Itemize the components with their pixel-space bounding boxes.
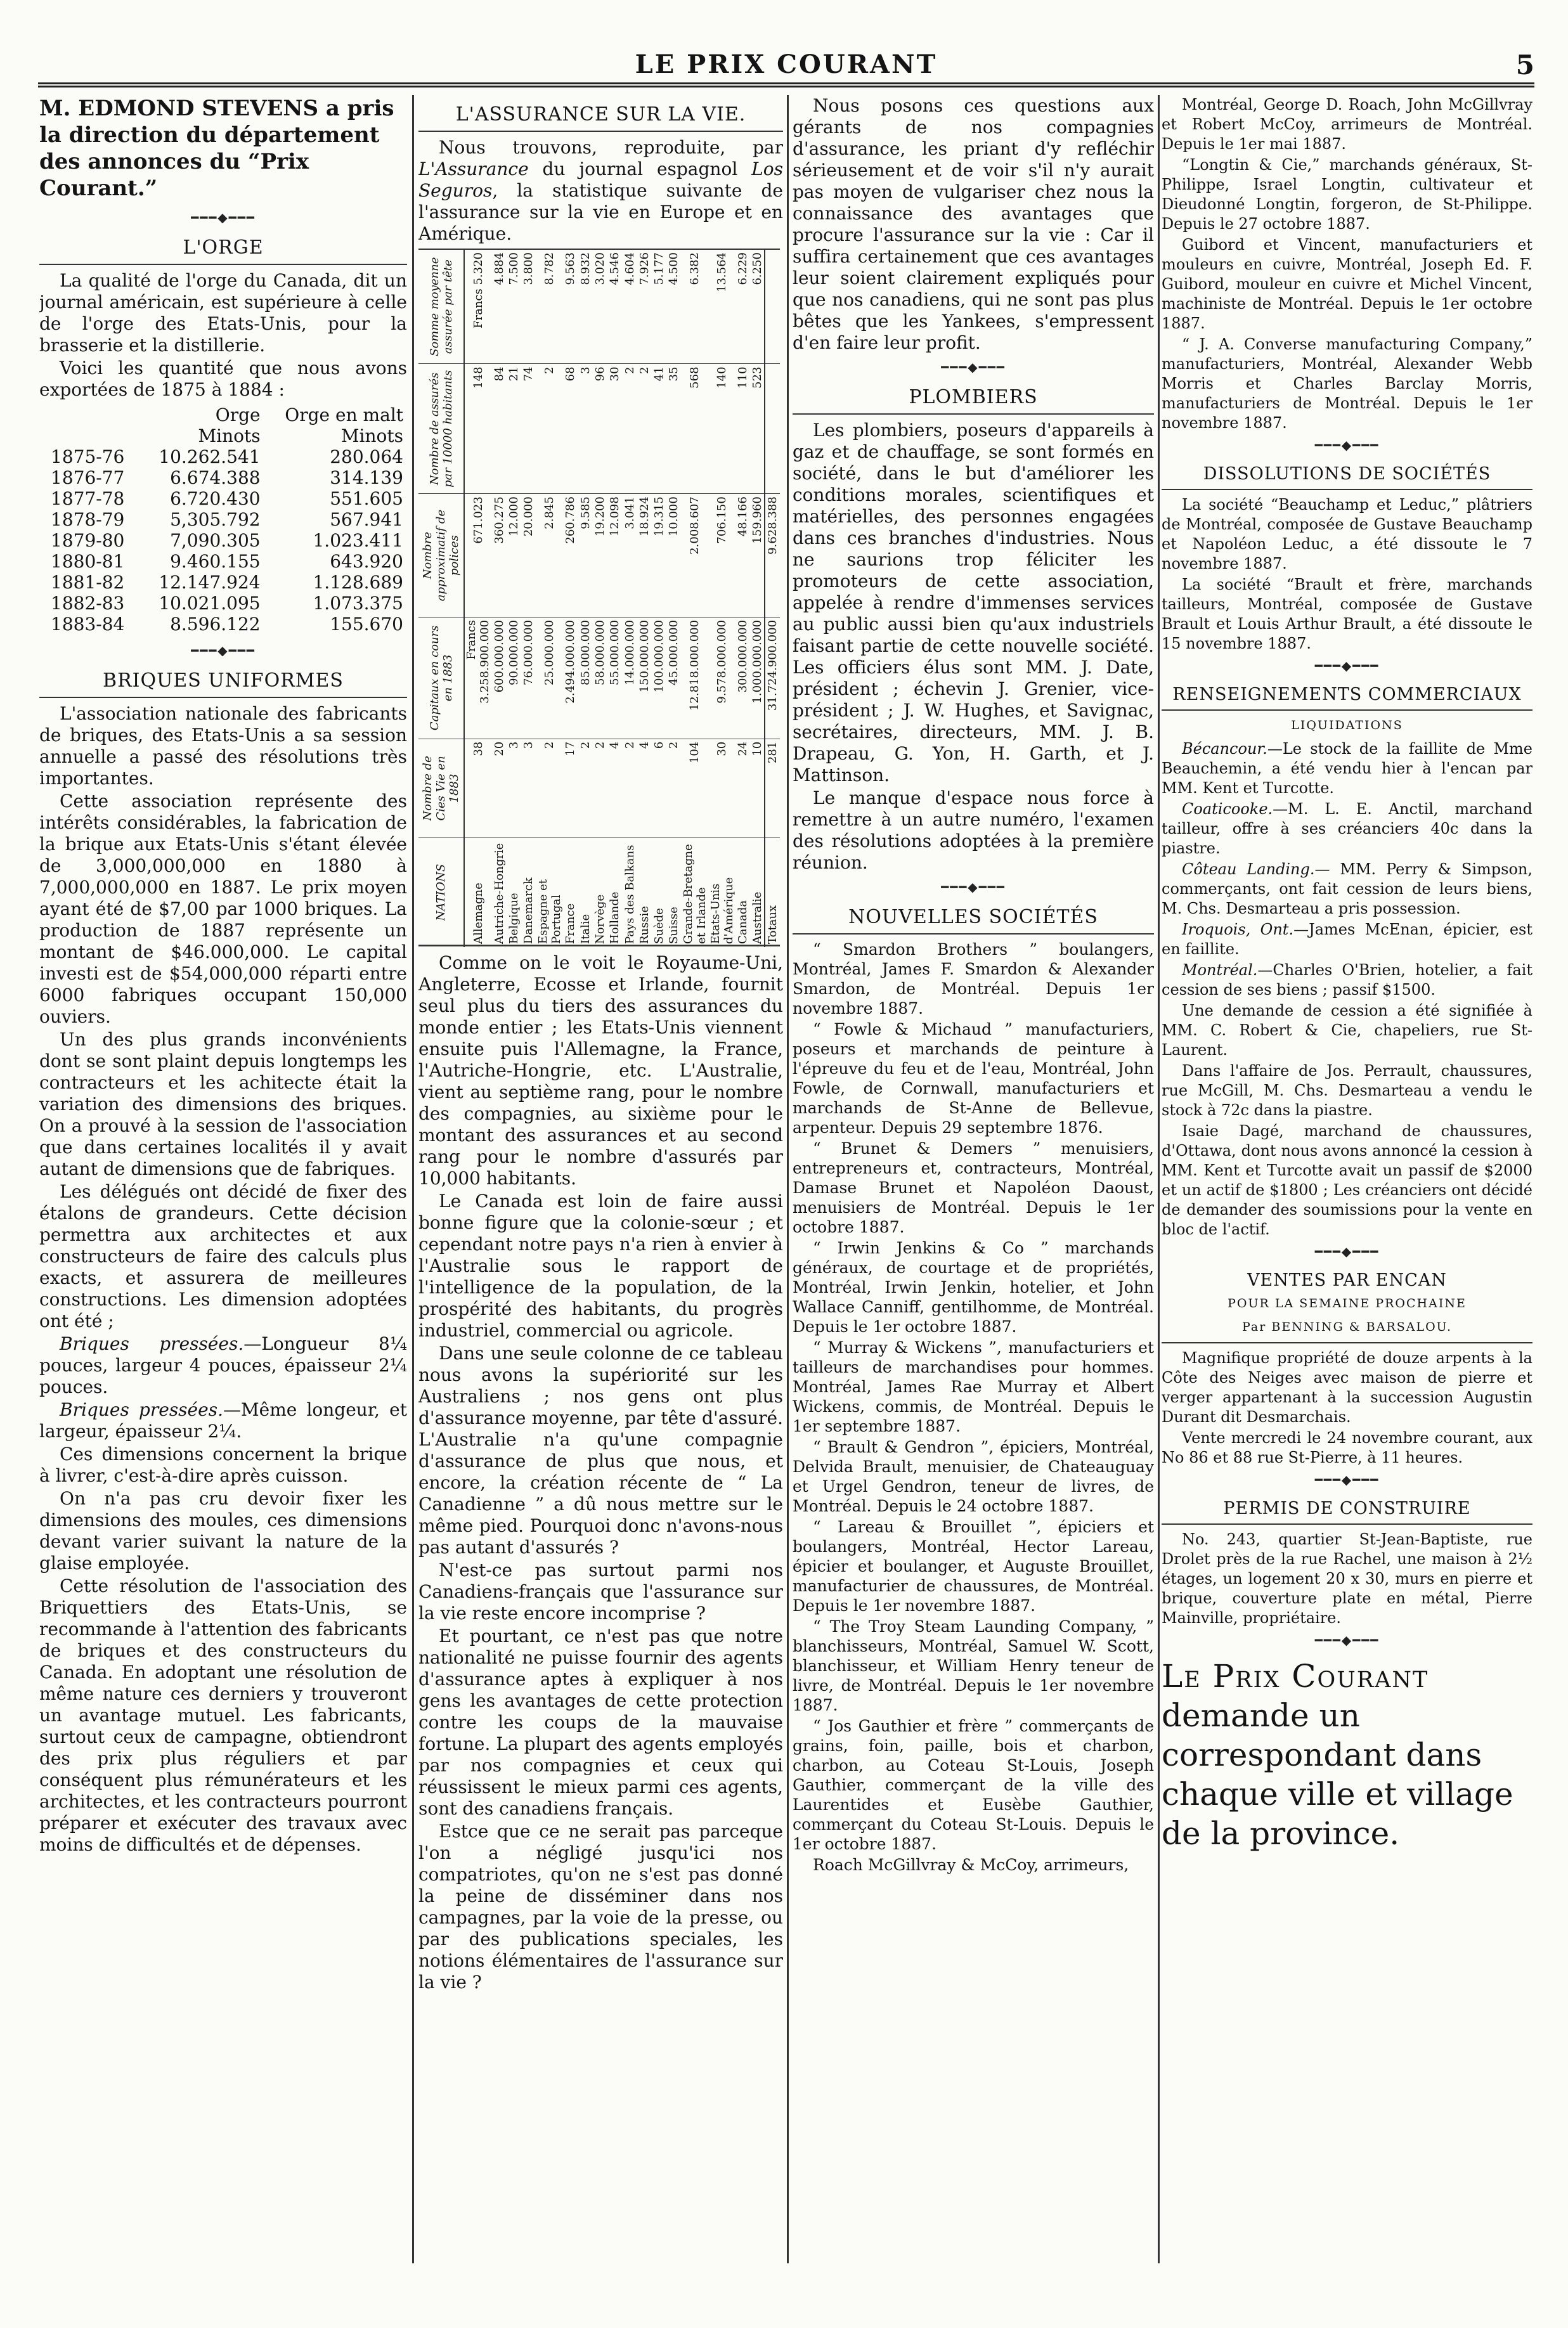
table-cell: Norvège xyxy=(593,838,607,947)
table-cell: Russie xyxy=(637,838,652,947)
table-cell: France xyxy=(563,838,578,947)
place-label: Coaticooke. xyxy=(1182,800,1273,818)
paragraph-text: du journal espagnol xyxy=(528,158,752,179)
place-label: Bécancour. xyxy=(1182,740,1267,758)
table-cell: Francs 3.258.900.000 xyxy=(464,617,492,739)
ornament-divider: ━━━◆━━━ xyxy=(1314,1244,1380,1259)
table-cell: Espagne et Portugal xyxy=(536,838,564,947)
table-cell: 35 xyxy=(666,364,681,494)
table-cell: 38 xyxy=(464,739,492,837)
table-row xyxy=(750,250,765,947)
table-row xyxy=(39,530,407,551)
table-cell: 1879-80 xyxy=(51,530,125,551)
table-cell: 12.818.000.000 xyxy=(682,617,709,739)
italic-label: Briques pressées. xyxy=(60,1333,244,1354)
table-cell: 14.000.000 xyxy=(622,617,637,739)
paragraph: No. 243, quartier St-Jean-Baptiste, rue Drolet près de la rue Rachel, une maison à 2½ étages, un logement 20 x 30, murs en pierre et brique, couverture plate en métal, Pierre Mainville, propriétaire. xyxy=(1162,1530,1532,1627)
list-item: Roach McGillvray & McCoy, arrimeurs, xyxy=(813,1856,1129,1874)
paragraph: On n'a pas cru devoir fixer les dimensions des moules, ces dimensions devant varier suivant la nature de la glaise employée. xyxy=(39,1488,407,1574)
paragraph-text: —M. L. E. Anctil, marchand tailleur, offre à ses créanciers 40c dans la piastre. xyxy=(1162,800,1532,857)
table-row xyxy=(39,467,407,488)
table-cell: 12.098 xyxy=(607,494,622,618)
table-cell: 7,090.305 xyxy=(170,530,261,551)
ornament-divider: ━━━◆━━━ xyxy=(1314,1472,1380,1487)
table-cell: 76.000.000 xyxy=(521,617,536,739)
table-row xyxy=(682,250,709,947)
table-cell: 10.021.095 xyxy=(159,593,261,614)
paragraph: Montréal, George D. Roach, John McGillvray et Robert McCoy, arrimeurs de Montréal. Depuis le 1er mai 1887. xyxy=(1162,96,1532,153)
paragraph: Une demande de cession a été signifiée à MM. C. Robert & Cie, chapeliers, rue St-Laurent. xyxy=(1162,1002,1532,1059)
table-row xyxy=(735,250,750,947)
table-cell: 20.000 xyxy=(521,494,536,618)
heading-rule xyxy=(793,933,1154,934)
table-cell: 1.128.689 xyxy=(313,572,403,593)
paragraph-text: —Longueur 8¼ pouces, largeur 4 pouces, épaisseur 2¼ pouces. xyxy=(39,1333,407,1397)
section-heading-ventes: VENTES PAR ENCAN xyxy=(1247,1271,1447,1290)
table-cell: 1.023.411 xyxy=(313,530,403,551)
subheading-liquidations: LIQUIDATIONS xyxy=(1291,718,1403,732)
table-cell: 314.139 xyxy=(330,467,403,488)
list-item: “ Brunet & Demers ” menuisiers, entrepreneurs et, contracteurs, Montréal, Damase Brunet et Napoléon Daoust, menuisiers de Montréal. Depuis le 1er octobre 1887. xyxy=(793,1139,1154,1236)
table-cell: 4 xyxy=(607,739,622,837)
table-cell: 706.150 xyxy=(708,494,735,618)
table-row xyxy=(492,250,507,947)
paragraph: “Longtin & Cie,” marchands généraux, St-Philippe, Israel Longtin, cultivateur et Dieudonné Longtin, forgeron, de St-Philippe. Depuis le 27 octobre 1887. xyxy=(1162,156,1532,233)
list-item: “ Murray & Wickens ”, manufacturiers et tailleurs de marchandises pour hommes. Montréal, James Rae Murray et Albert Wickens, commis, de Montréal. Depuis le 1er septembre 1887. xyxy=(793,1338,1154,1435)
table-cell: 1883-84 xyxy=(51,614,125,635)
place-label: Montréal. xyxy=(1182,961,1258,979)
table-header: Nombre approximatif de polices xyxy=(418,494,464,618)
table-cell: 150.000.000 xyxy=(637,617,652,739)
table-cell: 1877-78 xyxy=(51,488,125,509)
table-cell: 6 xyxy=(652,739,666,837)
table-cell: 17 xyxy=(563,739,578,837)
paragraph-text: , la statistique suivante de l'assurance sur la vie en Europe et en Amérique. xyxy=(418,180,783,244)
table-cell: 9.578.000.000 xyxy=(708,617,735,739)
paragraph-text: —Même longeur, et largeur, épaisseur 2¼. xyxy=(39,1399,407,1442)
table-header: Minots xyxy=(198,425,261,446)
table-cell: 104 xyxy=(682,739,709,837)
heading-rule xyxy=(1162,1523,1532,1525)
heading-rule xyxy=(1162,1342,1532,1343)
table-cell: 10.000 xyxy=(666,494,681,618)
table-cell: 10.262.541 xyxy=(159,446,261,467)
table-cell: 2 xyxy=(637,364,652,494)
table-cell: 25.000.000 xyxy=(536,617,564,739)
table-row xyxy=(708,250,735,947)
table-cell: Autriche-Hongrie xyxy=(492,838,507,947)
heading-rule xyxy=(39,697,407,698)
paragraph: Les délégués ont décidé de fixer des étalons de grandeurs. Cette décision permettra aux architectes et aux constructeurs de faire des calculs plus exacts, et assurera de meilleures constructions. Les dimension adoptées ont été ; xyxy=(39,1181,407,1331)
table-row xyxy=(464,250,492,947)
paragraph-text: —James McEnan, épicier, est en faillite. xyxy=(1162,921,1532,958)
table-cell: 6.229 xyxy=(735,250,750,364)
table-row xyxy=(39,551,407,572)
paragraph-text: — MM. Perry & Simpson, commerçants, ont fait cession de leurs biens, M. Chs. Desmarteau a pris possession. xyxy=(1162,860,1532,917)
paragraph-text: Nous trouvons, reproduite, par xyxy=(439,137,783,158)
table-cell: 74 xyxy=(521,364,536,494)
table-cell: 12.000 xyxy=(507,494,521,618)
table-cell: 1882-83 xyxy=(51,593,125,614)
table-row xyxy=(622,250,637,947)
table-cell: 6.382 xyxy=(682,250,709,364)
paragraph: La société “Beauchamp et Leduc,” plâtriers de Montréal, composée de Gustave Beauchamp et Napoléon Leduc, a été dissoute le 7 novembre 1887. xyxy=(1162,496,1532,572)
table-cell: 2 xyxy=(622,364,637,494)
table-cell: 58.000.000 xyxy=(593,617,607,739)
newspaper-title: LE PRIX COURANT xyxy=(635,49,938,79)
table-cell: 1.073.375 xyxy=(313,593,403,614)
table-cell: 551.605 xyxy=(330,488,403,509)
table-row xyxy=(39,614,407,635)
paragraph xyxy=(1162,799,1532,858)
table-row xyxy=(637,250,652,947)
table-cell: 1881-82 xyxy=(51,572,125,593)
table-cell: 9.585 xyxy=(578,494,592,618)
section-heading-plombiers: PLOMBIERS xyxy=(909,386,1038,408)
table-cell: 2 xyxy=(536,739,564,837)
table-cell: 31.724.900.000 xyxy=(765,617,780,739)
stevens-announcement: M. EDMOND STEVENS a pris la direction du département des annonces du “Prix Courant.” xyxy=(39,96,394,201)
table-cell: 21 xyxy=(507,364,521,494)
table-cell: 6.250 xyxy=(750,250,765,364)
table-row xyxy=(536,250,564,947)
paragraph-text: —Charles O'Brien, hotelier, a fait cession de ses biens ; passif $1500. xyxy=(1162,961,1532,999)
column-divider xyxy=(787,95,789,2263)
table-cell: 3.020 xyxy=(593,250,607,364)
column-4 xyxy=(1162,95,1532,2263)
section-heading-permis: PERMIS DE CONSTRUIRE xyxy=(1223,1499,1471,1518)
paragraph: L'association nationale des fabricants de briques, des Etats-Unis a sa session annuelle a passé des résolutions très importantes. xyxy=(39,703,407,789)
table-cell: 671.023 xyxy=(464,494,492,618)
table-row xyxy=(578,250,592,947)
table-cell: 96 xyxy=(593,364,607,494)
paragraph xyxy=(1162,860,1532,919)
table-cell: 4.604 xyxy=(622,250,637,364)
table-header: Nombre de assurés par 10000 habitants xyxy=(418,364,464,494)
table-header: Nombre de Cies Vie en 1883 xyxy=(418,739,464,837)
page-number: 5 xyxy=(1515,49,1534,81)
table-cell: 90.000.000 xyxy=(507,617,521,739)
table-cell: 523 xyxy=(750,364,765,494)
column-2 xyxy=(418,95,783,2263)
table-cell: 5.177 xyxy=(652,250,666,364)
table-cell xyxy=(765,250,780,364)
table-row xyxy=(521,250,536,947)
table-header: Minots xyxy=(340,425,403,446)
table-cell: 85.000.000 xyxy=(578,617,592,739)
table-row xyxy=(607,250,622,947)
heading-rule xyxy=(418,131,783,132)
table-cell: 8.596.122 xyxy=(170,614,261,635)
paragraph: Cette résolution de l'association des Briquettiers des Etats-Unis, se recommande à l'attention des fabricants de briques et des constructeurs du Canada. En adoptant une résolution de même nature ces derniers y trouveront un avantage mutuel. Les fabricants, surtout ceux de campagne, obtiendront des prix plus réguliers et par conséquent plus rémunérateurs et les architectes, et les contracteurs pourront préparer et exécuter des travaux avec moins de difficultés et de dépenses. xyxy=(39,1575,407,1855)
column-divider xyxy=(1158,95,1160,2263)
table-cell: 4.546 xyxy=(607,250,622,364)
table-cell: 140 xyxy=(708,364,735,494)
section-heading-dissolutions: DISSOLUTIONS DE SOCIÉTÉS xyxy=(1203,464,1491,484)
table-cell: 2 xyxy=(593,739,607,837)
paragraph: Les plombiers, poseurs d'appareils à gaz et de chauffage, se sont formés en société, dans le but d'améliorer les conditions morales, scientifiques et matérielles, des personnes engagées dans ces branches d'industries. Nous ne saurions trop féliciter les promoteurs de cette association, appelée à rendre d'immenses services au public aussi bien qu'aux industriels faisant partie de cette nouvelle société. Les officiers élus sont MM. J. Date, président ; échevin J. Grenier, vice-président ; J. W. Hughes, et Savignac, secrétaires, directeurs, MM. J. B. Drapeau, G. Yon, H. Garth, et J. Mattinson. xyxy=(793,420,1154,786)
table-cell: 9.563 xyxy=(563,250,578,364)
table-cell xyxy=(765,364,780,494)
insurance-statistics-table xyxy=(418,250,780,947)
table-cell: 1876-77 xyxy=(51,467,125,488)
paragraph: Et pourtant, ce n'est pas que notre nationalité ne puisse fournir des agents d'assurance aptes à expliquer à nos gens les avantages de cette protection contre les coups de la mauvaise fortune. La plupart des agents employés par nos compagnies et ceux qui réussissent le mieux parmi ces agents, sont des canadiens français. xyxy=(418,1626,783,1819)
table-row xyxy=(39,572,407,593)
place-label: Iroquois, Ont. xyxy=(1182,921,1294,938)
journal-name: L'Assurance xyxy=(418,158,529,179)
table-header: Capitaux en cours en 1883 xyxy=(418,617,464,739)
table-cell: 1875-76 xyxy=(51,446,125,467)
table-cell: Etats-Unis d'Amérique xyxy=(708,838,735,947)
table-cell: Francs 5.320 xyxy=(464,250,492,364)
table-cell: Italie xyxy=(578,838,592,947)
heading-rule xyxy=(1162,709,1532,711)
list-item: “ The Troy Steam Launding Company, ” blanchisseurs, Montréal, Samuel W. Scott, blanchisseur, et William Henry teneur de livre, de Montréal. Depuis le 1er novembre 1887. xyxy=(793,1617,1154,1714)
table-cell: 19.200 xyxy=(593,494,607,618)
table-cell: Pays des Balkans xyxy=(622,838,637,947)
paragraph xyxy=(1162,739,1532,798)
table-cell: 84 xyxy=(492,364,507,494)
paragraph: Ces dimensions concernent la brique à livrer, c'est-à-dire après cuisson. xyxy=(39,1444,407,1486)
table-cell: 159.960 xyxy=(750,494,765,618)
paragraph: La qualité de l'orge du Canada, dit un journal américain, est supérieure à celle de l'orge des Etats-Unis, pour la brasserie et la distillerie. xyxy=(39,270,407,356)
paragraph-text: —Le stock de la faillite de Mme Beauchemin, a été vendu hier à l'encan par MM. Kent et Turcotte. xyxy=(1162,740,1532,797)
section-heading-briques: BRIQUES UNIFORMES xyxy=(103,669,344,692)
insurance-statistics-table-wrapper xyxy=(418,249,780,946)
journal-name: Los Seguros xyxy=(418,158,783,201)
table-cell: Totaux xyxy=(765,838,780,947)
table-cell: 300.000.000 xyxy=(735,617,750,739)
table-cell: 8.782 xyxy=(536,250,564,364)
table-cell: 3 xyxy=(507,739,521,837)
table-header: Somme moyenne assurée par tête xyxy=(418,250,464,364)
table-cell: 155.670 xyxy=(330,614,403,635)
table-cell: 8.932 xyxy=(578,250,592,364)
paragraph: Vente mercredi le 24 novembre courant, aux No 86 et 88 rue St-Pierre, à 11 heures. xyxy=(1162,1429,1532,1466)
paragraph xyxy=(39,1399,407,1442)
table-cell: 260.786 xyxy=(563,494,578,618)
table-cell: 18.924 xyxy=(637,494,652,618)
table-cell: Suède xyxy=(652,838,666,947)
list-item: “ Jos Gauthier et frère ” commerçants de grains, foin, paille, bois et charbon, charbon, au Coteau St-Louis, Joseph Gauthier, commerçant de la ville des Laurentides et Eusèbe Gauthier, commerçant du Coteau St-Louis. Depuis le 1er octobre 1887. xyxy=(793,1717,1154,1853)
table-cell: 4.884 xyxy=(492,250,507,364)
table-cell: Hollande xyxy=(607,838,622,947)
table-cell: 3 xyxy=(578,364,592,494)
table-cell: 567.941 xyxy=(330,509,403,530)
table-row xyxy=(652,250,666,947)
new-companies-list xyxy=(793,940,1154,1875)
subheading-ventes: POUR LA SEMAINE PROCHAINE xyxy=(1228,1297,1467,1310)
table-cell: 3.800 xyxy=(521,250,536,364)
paragraph: Le Canada est loin de faire aussi bonne figure que la colonie-sœur ; et cependant notre pays n'a rien à envier à l'Australie sous le rapport de l'intelligence de la population, de la prospérité des habitants, du progrès industriel, commercial ou agricole. xyxy=(418,1191,783,1341)
table-cell: 9.460.155 xyxy=(170,551,261,572)
table-row xyxy=(39,593,407,614)
table-header xyxy=(39,425,140,446)
table-cell: Danemarck xyxy=(521,838,536,947)
paragraph: Le manque d'espace nous force à remettre à un autre numéro, l'examen des résolutions adoptées à la première réunion. xyxy=(793,787,1154,873)
table-cell: 48.166 xyxy=(735,494,750,618)
table-row xyxy=(666,250,681,947)
table-cell: 100.000.000 xyxy=(652,617,666,739)
ornament-divider: ━━━◆━━━ xyxy=(191,210,256,225)
barley-export-table xyxy=(39,404,407,635)
table-cell: 45.000.000 xyxy=(666,617,681,739)
paragraph: Voici les quantité que nous avons exportées de 1875 à 1884 : xyxy=(39,358,407,400)
paragraph: Estce que ce ne serait pas parceque l'on a négligé jusqu'ici nos compatriotes, qu'on ne s'est pas donné la peine de disséminer dans nos campagnes, par la voie de la presse, ou par des publications speciales, les notions élémentaires de l'assurance sur la vie ? xyxy=(418,1821,783,1993)
italic-label: Briques pressées. xyxy=(60,1399,223,1420)
heading-rule xyxy=(39,264,407,265)
table-cell: 280.064 xyxy=(330,446,403,467)
ornament-divider: ━━━◆━━━ xyxy=(191,643,256,658)
table-header: Orge en malt xyxy=(285,404,403,425)
table-cell: 2.494.000.000 xyxy=(563,617,578,739)
table-row xyxy=(39,446,407,467)
table-cell: 110 xyxy=(735,364,750,494)
table-cell: 3 xyxy=(521,739,536,837)
column-1 xyxy=(39,95,407,2263)
list-item: “ Irwin Jenkins & Co ” marchands généraux, de courtage et de propriétés, Montréal, Irwin Jenkin, hotelier, et John Wallace Canniff, gentilhomme, de Montréal. Depuis le 1er octobre 1887. xyxy=(793,1239,1154,1336)
table-header: Orge xyxy=(215,404,261,425)
table-cell: 10 xyxy=(750,739,765,837)
paragraph: N'est-ce pas surtout parmi nos Canadiens-français que l'assurance sur la vie reste encore incomprise ? xyxy=(418,1560,783,1624)
paragraph: Un des plus grands inconvénients dont se sont plaint depuis longtemps les contracteurs et les achitecte était la variation des dimensions des briques. On a prouvé à la session de l'association que dans certaines localités il y avait autant de dimensions que de fabriques. xyxy=(39,1029,407,1179)
table-total-row xyxy=(765,250,780,947)
paragraph: Dans l'affaire de Jos. Perrault, chaussures, rue McGill, M. Chs. Desmarteau a vendu le stock à 72c dans la piastre. xyxy=(1162,1062,1532,1119)
ornament-divider: ━━━◆━━━ xyxy=(941,359,1006,375)
paragraph: Magnifique propriété de douze arpents à la Côte des Neiges avec maison de pierre et verger appartenant à la succession Augustin Durant dit Desmarchais. xyxy=(1162,1349,1532,1426)
paragraph xyxy=(418,137,783,245)
section-heading-renseignements: RENSEIGNEMENTS COMMERCIAUX xyxy=(1172,685,1522,704)
table-cell: 1878-79 xyxy=(51,509,125,530)
table-cell: 9.628.388 xyxy=(765,494,780,618)
table-cell: 2.008.607 xyxy=(682,494,709,618)
column-3 xyxy=(793,95,1154,2263)
paragraph: Nous posons ces questions aux gérants de nos compagnies d'assurance, les priant d'y refléchir sérieusement et de voir s'il n'y aurait pas moyen de vulgariser chez nous la connaissance des avantages que procure l'assurance sur la vie : Car il suffira certainement que ces avantages leur soient clairement expliqués pour que nos canadiens, qui ne sont pas plus bêtes que les Yankees, s'empressent d'en faire leur profit. xyxy=(793,95,1154,353)
table-cell: Suisse xyxy=(666,838,681,947)
correspondent-advertisement xyxy=(1162,1657,1532,1853)
list-item: “ Brault & Gendron ”, épiciers, Montréal, Delvida Brault, menuisier, de Chateauguay et Urgel Gendron, teneur de livres, de Montréal. Depuis le 24 octobre 1887. xyxy=(793,1438,1154,1515)
masthead xyxy=(38,49,1534,87)
table-cell: 360.275 xyxy=(492,494,507,618)
table-cell: 4 xyxy=(637,739,652,837)
table-cell: 2.845 xyxy=(536,494,564,618)
table-row xyxy=(593,250,607,947)
section-heading-nouvelles-societes: NOUVELLES SOCIÉTÉS xyxy=(848,906,1098,928)
table-cell: 2 xyxy=(666,739,681,837)
table-cell: 12.147.924 xyxy=(159,572,261,593)
paragraph: Guibord et Vincent, manufacturiers et mouleurs en cuivre, Montréal, Joseph Ed. F. Guibord, mouleur en cuivre et Michel Vincent, machiniste de Montréal. Depuis le 1er octobre 1887. xyxy=(1162,236,1532,332)
advertisement-text: demande un correspondant dans chaque ville et village de la province. xyxy=(1162,1697,1513,1852)
table-cell: 4.500 xyxy=(666,250,681,364)
auctioneer-line: Par BENNING & BARSALOU. xyxy=(1242,1320,1452,1334)
table-cell: 55.000.000 xyxy=(607,617,622,739)
list-item: “ Lareau & Brouillet ”, épiciers et boulangers, Montréal, Hector Lareau, épicier et boulanger, et Auguste Brouillet, manufacturier de chaussures, de Montréal. Depuis le 1er novembre 1887. xyxy=(793,1518,1154,1615)
table-header xyxy=(39,404,140,425)
table-cell: Belgique xyxy=(507,838,521,947)
paragraph: Comme on le voit le Royaume-Uni, Angleterre, Ecosse et Irlande, fournit seul plus du tiers des assurances du monde entier ; les Etats-Unis viennent ensuite puis l'Allemagne, la France, l'Autriche-Hongrie, etc. L'Australie, vient au septième rang, pour le nombre des compagnies, au sixième pour le montant des assurances et au second rang pour le nombre d'assurés par 10,000 habitants. xyxy=(418,952,783,1189)
paragraph xyxy=(1162,960,1532,1000)
table-cell: 5,305.792 xyxy=(170,509,261,530)
table-cell: 30 xyxy=(708,739,735,837)
table-cell: 600.000.000 xyxy=(492,617,507,739)
table-row xyxy=(39,488,407,509)
table-cell: 2 xyxy=(622,739,637,837)
table-cell: 2 xyxy=(578,739,592,837)
table-cell: Grande-Bretagne et Irlande xyxy=(682,838,709,947)
table-cell: Allemagne xyxy=(464,838,492,947)
table-cell: 3.041 xyxy=(622,494,637,618)
place-label: Côteau Landing. xyxy=(1182,860,1315,878)
heading-rule xyxy=(1162,489,1532,490)
list-item: “ Fowle & Michaud ” manufacturiers, poseurs et marchands de peinture à l'épreuve du feu et de l'eau, Montréal, John Fowle, de Cornwall, manufacturiers et marchands de St-Anne de Bellevue, arpenteur. Depuis 29 septembre 1876. xyxy=(793,1020,1154,1137)
advertisement-title: Le Prix Courant xyxy=(1162,1658,1429,1695)
ornament-divider: ━━━◆━━━ xyxy=(1314,1633,1380,1648)
rotated-table xyxy=(418,250,780,947)
table-cell: 13.564 xyxy=(708,250,735,364)
table-cell: 2 xyxy=(536,364,564,494)
paragraph: Isaie Dagé, marchand de chaussures, d'Ottawa, dont nous avons annoncé la cession à MM. Kent et Turcotte avait un passif de $2000 et un actif de $1800 ; Les créanciers ont décidé de demander des soumissions pour la vente en bloc de l'actif. xyxy=(1162,1122,1532,1238)
table-cell: 41 xyxy=(652,364,666,494)
table-cell: 7.926 xyxy=(637,250,652,364)
table-row xyxy=(563,250,578,947)
table-cell: 568 xyxy=(682,364,709,494)
ornament-divider: ━━━◆━━━ xyxy=(941,879,1006,895)
table-cell: 7.500 xyxy=(507,250,521,364)
table-cell: 19.315 xyxy=(652,494,666,618)
table-row xyxy=(39,509,407,530)
paragraph: Dans une seule colonne de ce tableau nous avons la supériorité sur les Australiens ; nos gens ont plus d'assurance moyenne, par tête d'assuré. L'Australie n'a qu'une compagnie d'assurance de plus que nous, et encore, la création récente de “ La Canadienne ” a dû nous mettre sur le même pied. Pourquoi donc n'avons-nous pas autant d'assurés ? xyxy=(418,1343,783,1558)
table-cell: Canada xyxy=(735,838,750,947)
table-cell: 6.720.430 xyxy=(170,488,261,509)
table-cell: 281 xyxy=(765,739,780,837)
table-cell: Australie xyxy=(750,838,765,947)
table-cell: 20 xyxy=(492,739,507,837)
paragraph: “ J. A. Converse manufacturing Company,” manufacturiers, Montréal, Alexander Webb Morris et Charles Barclay Morris, manufacturiers de Montréal. Depuis le 1er novembre 1887. xyxy=(1162,335,1532,432)
table-cell: 643.920 xyxy=(330,551,403,572)
ornament-divider: ━━━◆━━━ xyxy=(1314,437,1380,453)
table-cell: 24 xyxy=(735,739,750,837)
ornament-divider: ━━━◆━━━ xyxy=(1314,658,1380,673)
table-cell: 68 xyxy=(563,364,578,494)
heading-rule xyxy=(793,413,1154,415)
table-cell: 6.674.388 xyxy=(170,467,261,488)
list-item: “ Smardon Brothers ” boulangers, Montréal, James F. Smardon & Alexander Smardon, de Montréal. Depuis 1er novembre 1887. xyxy=(793,940,1154,1018)
paragraph xyxy=(39,1333,407,1398)
table-cell: 1.000.000.000 xyxy=(750,617,765,739)
table-cell: 1880-81 xyxy=(51,551,125,572)
column-divider xyxy=(412,95,414,2263)
paragraph: Cette association représente des intérêts considérables, la fabrication de la brique aux Etats-Unis s'étant élevée de 3,000,000,000 en 1880 à 7,000,000,000 en 1887. Le prix moyen ayant été de $7,00 par 1000 briques. La production de 1887 représente un montant de $46.000,000. Le capital investi est de $54,000,000 réparti entre 6000 fabriques occupant 150,000 ouviers. xyxy=(39,791,407,1027)
table-row xyxy=(507,250,521,947)
section-heading-assurance: L'ASSURANCE SUR LA VIE. xyxy=(455,103,746,126)
section-heading-orge: L'ORGE xyxy=(183,236,264,259)
paragraph: La société “Brault et frère, marchands tailleurs, Montréal, composée de Gustave Brault et Louis Arthur Brault, a été dissoute le 15 novembre 1887. xyxy=(1162,576,1532,652)
table-header: NATIONS xyxy=(418,838,464,947)
paragraph xyxy=(1162,920,1532,959)
table-cell: 148 xyxy=(464,364,492,494)
table-cell: 30 xyxy=(607,364,622,494)
